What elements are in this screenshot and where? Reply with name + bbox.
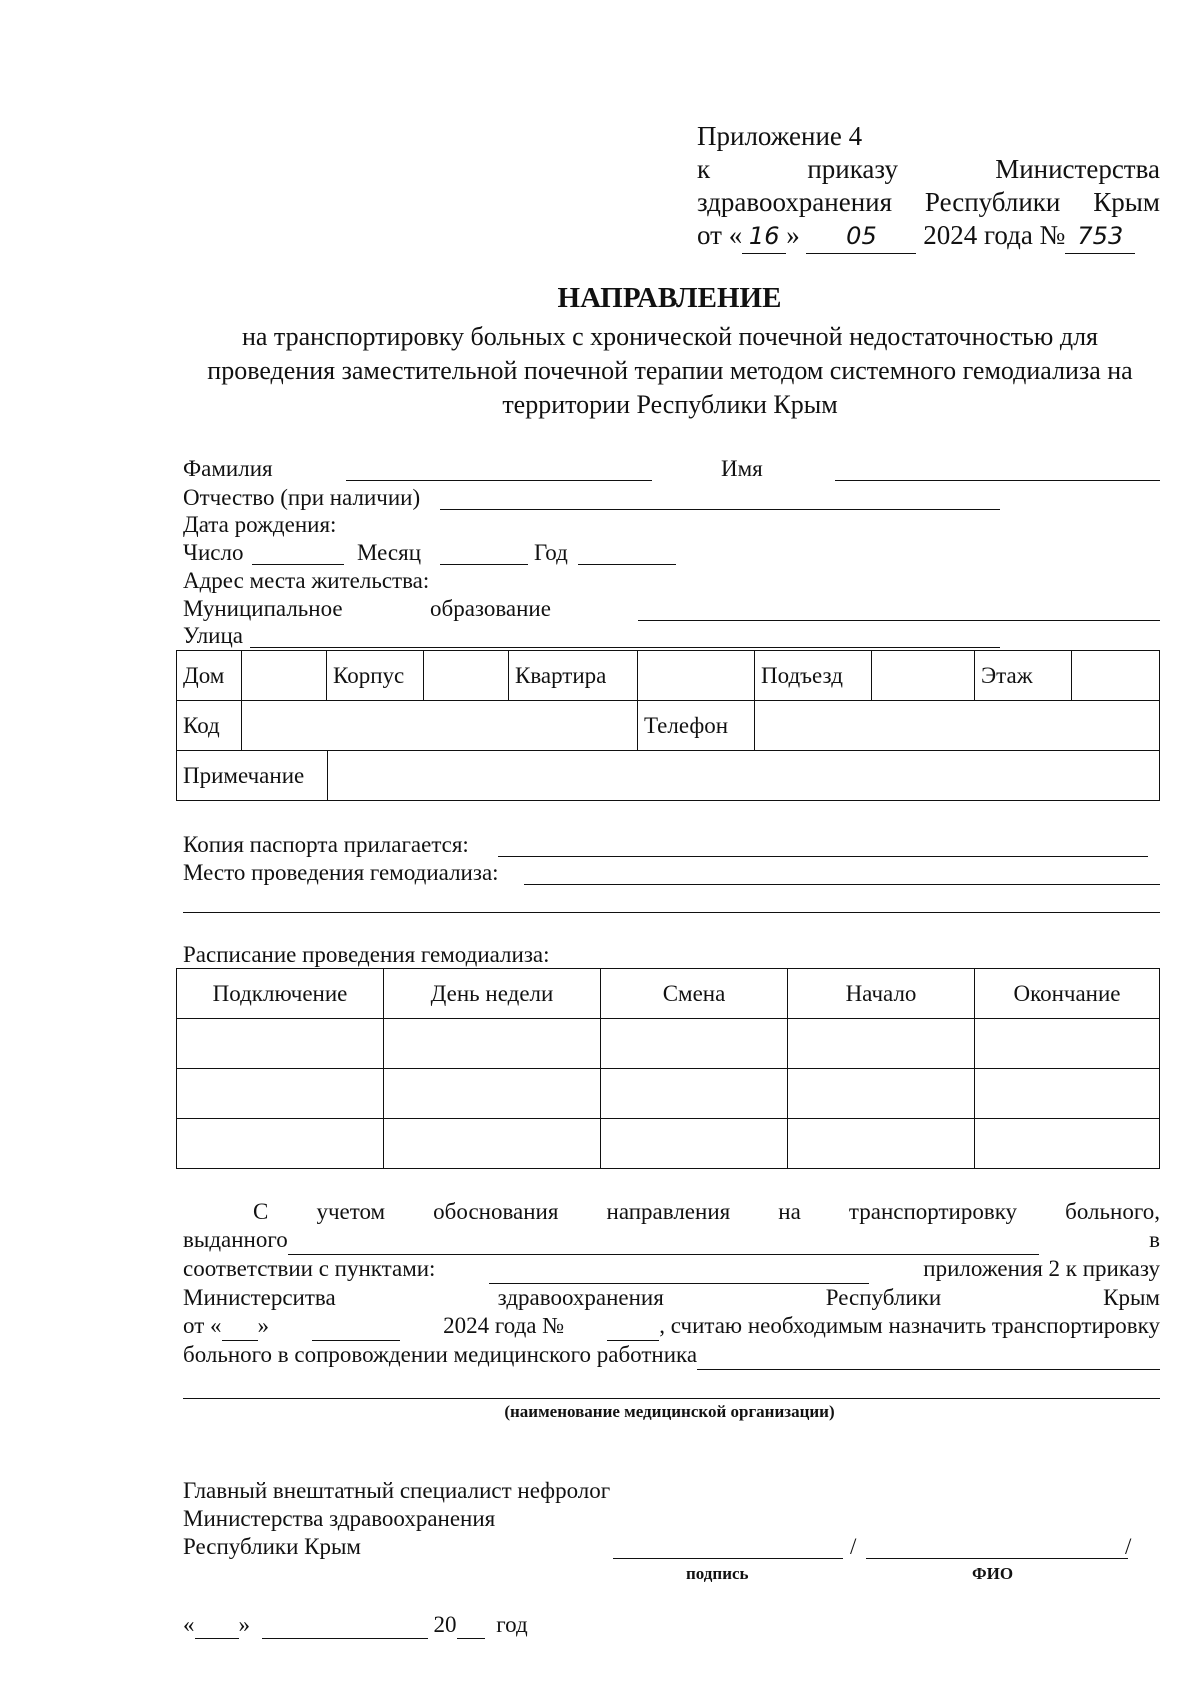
order-day-field[interactable] <box>222 1312 258 1341</box>
document-subtitle: на транспортировку больных с хронической почечной недостаточностью для проведения заместительной почечной терапии методом системного гемодиализа на территории Республики Крым <box>207 322 1133 419</box>
organization-field[interactable] <box>183 1398 1160 1399</box>
order-number: 753 <box>1065 220 1135 254</box>
birth-month-field[interactable] <box>440 564 528 565</box>
municipal-label-1: Муниципальное <box>183 596 343 621</box>
name-label: Имя <box>721 456 763 481</box>
full-name-field[interactable] <box>866 1558 1128 1559</box>
justification-row-3: соответствии с пунктами: приложения 2 к приказу <box>183 1255 1160 1284</box>
schedule-cell[interactable] <box>384 1069 601 1119</box>
surname-field[interactable] <box>346 480 652 481</box>
items-field[interactable] <box>489 1255 869 1284</box>
schedule-table <box>176 968 1160 1169</box>
entrance-label: Подъезд <box>755 651 872 701</box>
schedule-header-start: Начало <box>788 969 975 1019</box>
birth-day-field[interactable] <box>252 564 344 565</box>
schedule-row <box>177 1069 1160 1119</box>
signature-title-1: Главный внештатный специалист нефролог <box>183 1478 611 1503</box>
appendix-date-line: от « 16 » 05 2024 года № 753 <box>697 219 1160 254</box>
justification-row-5: от « » 2024 года № , считаю необходимым назначить транспортировку <box>183 1312 1160 1341</box>
floor-cell[interactable] <box>1072 651 1160 701</box>
schedule-cell[interactable] <box>975 1019 1160 1069</box>
phone-cell[interactable] <box>755 701 1160 751</box>
schedule-cell[interactable] <box>788 1119 975 1169</box>
justification-row-4: Министерситва здравоохранения Республики Крым <box>183 1285 1160 1310</box>
surname-label: Фамилия <box>183 456 273 481</box>
appendix-block <box>697 120 1160 254</box>
schedule-header-row <box>177 969 1160 1019</box>
schedule-cell[interactable] <box>177 1119 384 1169</box>
schedule-cell[interactable] <box>177 1069 384 1119</box>
medical-worker-field[interactable] <box>697 1341 1160 1370</box>
name-field[interactable] <box>835 480 1160 481</box>
signature-slash-2: / <box>1125 1534 1132 1559</box>
street-field[interactable] <box>250 647 1000 648</box>
note-label: Примечание <box>177 751 328 801</box>
house-cell[interactable] <box>242 651 327 701</box>
schedule-header-connection: Подключение <box>177 969 384 1019</box>
address-table <box>176 650 1160 751</box>
appendix-ministry-line: здравоохранения Республики Крым <box>697 187 1160 217</box>
house-label: Дом <box>177 651 242 701</box>
schedule-label: Расписание проведения гемодиализа: <box>183 942 550 967</box>
passport-copy-field[interactable] <box>498 856 1148 857</box>
footer-year-field[interactable] <box>457 1612 485 1639</box>
floor-label: Этаж <box>975 651 1072 701</box>
order-number-field[interactable] <box>607 1312 659 1341</box>
justification-row-2: выданного в <box>183 1226 1160 1255</box>
justification-paragraph <box>183 1198 1160 1370</box>
appendix-number: Приложение 4 <box>697 121 863 151</box>
justification-row-1: С учетом обоснования направления на транспортировку больного, <box>253 1199 1160 1224</box>
schedule-cell[interactable] <box>384 1119 601 1169</box>
passport-copy-label: Копия паспорта прилагается: <box>183 832 469 857</box>
order-month-field[interactable] <box>312 1312 400 1341</box>
justification-row-6: больного в сопровождении медицинского работника <box>183 1341 1160 1370</box>
birth-year-field[interactable] <box>578 564 676 565</box>
organization-caption: (наименование медицинской организации) <box>504 1402 835 1421</box>
note-cell[interactable] <box>328 751 1160 801</box>
issued-by-field[interactable] <box>288 1226 1039 1255</box>
municipal-label-2: образование <box>430 596 551 621</box>
address-row-house <box>177 651 1160 701</box>
dialysis-place-field[interactable] <box>524 884 1160 885</box>
footer-date: « » 20 год <box>183 1612 528 1637</box>
order-day: 16 <box>742 220 786 254</box>
birth-day-label: Число <box>183 540 244 565</box>
schedule-row <box>177 1119 1160 1169</box>
phone-label: Телефон <box>638 701 755 751</box>
note-table <box>176 750 1160 801</box>
birth-date-label: Дата рождения: <box>183 512 337 537</box>
apartment-label: Квартира <box>509 651 638 701</box>
signature-title-2: Министерства здравоохранения <box>183 1506 496 1531</box>
apartment-cell[interactable] <box>638 651 755 701</box>
full-name-caption: ФИО <box>972 1564 1014 1583</box>
schedule-header-end: Окончание <box>975 969 1160 1019</box>
schedule-cell[interactable] <box>601 1019 788 1069</box>
schedule-cell[interactable] <box>788 1019 975 1069</box>
address-label: Адрес места жительства: <box>183 568 430 593</box>
birth-year-label: Год <box>534 540 568 565</box>
signature-field[interactable] <box>613 1558 843 1559</box>
signature-caption: подпись <box>686 1564 749 1583</box>
code-label: Код <box>177 701 242 751</box>
dialysis-place-field-2[interactable] <box>183 912 1160 913</box>
schedule-header-shift: Смена <box>601 969 788 1019</box>
schedule-cell[interactable] <box>177 1019 384 1069</box>
birth-month-label: Месяц <box>357 540 422 565</box>
schedule-cell[interactable] <box>601 1069 788 1119</box>
footer-day-field[interactable] <box>195 1612 239 1639</box>
building-cell[interactable] <box>424 651 509 701</box>
schedule-cell[interactable] <box>975 1119 1160 1169</box>
signature-slash-1: / <box>850 1534 857 1559</box>
patronymic-label: Отчество (при наличии) <box>183 485 421 510</box>
address-row-code <box>177 701 1160 751</box>
note-row <box>177 751 1160 801</box>
schedule-cell[interactable] <box>975 1069 1160 1119</box>
entrance-cell[interactable] <box>872 651 975 701</box>
schedule-row <box>177 1019 1160 1069</box>
street-label: Улица <box>183 623 243 648</box>
order-month: 05 <box>806 220 916 254</box>
appendix-order-line: к приказу Министерства <box>697 154 1160 184</box>
schedule-cell[interactable] <box>384 1019 601 1069</box>
signature-title-3: Республики Крым <box>183 1534 361 1559</box>
document-title: НАПРАВЛЕНИЕ <box>557 282 782 314</box>
schedule-cell[interactable] <box>788 1069 975 1119</box>
footer-month-field[interactable] <box>262 1612 428 1639</box>
schedule-cell[interactable] <box>601 1119 788 1169</box>
code-cell[interactable] <box>242 701 638 751</box>
schedule-header-weekday: День недели <box>384 969 601 1019</box>
building-label: Корпус <box>327 651 424 701</box>
dialysis-place-label: Место проведения гемодиализа: <box>183 860 499 885</box>
municipal-field[interactable] <box>638 620 1160 621</box>
patronymic-field[interactable] <box>440 509 1000 510</box>
